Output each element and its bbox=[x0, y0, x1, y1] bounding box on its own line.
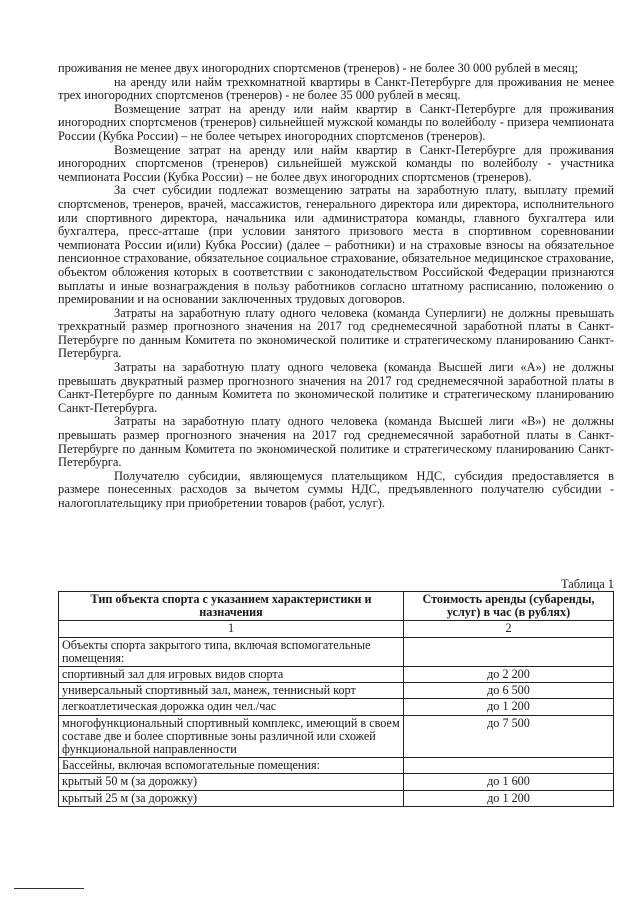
table-row bbox=[59, 758, 614, 774]
table-row bbox=[59, 774, 614, 790]
paragraph-2: на аренду или найм трехкомнатной квартиры в Санкт-Петербурге для проживания не менее трех иногородних спортсменов (тренеров) - не более 35 000 рублей в месяц. bbox=[58, 74, 614, 103]
row-cost-value: до 2 200 bbox=[404, 667, 614, 683]
row-object-name: Бассейны, включая вспомогательные помещения: bbox=[59, 758, 404, 774]
paragraph-1: проживания не менее двух иногородних спортсменов (тренеров) - не более 30 000 рублей в месяц; bbox=[58, 61, 579, 75]
row-cost-value: до 1 600 bbox=[404, 774, 614, 790]
paragraph-6: Затраты на заработную плату одного человека (команда Суперлиги) не должны превышать трехкратный размер прогнозного значения на 2017 год среднемесячной заработной платы в Санкт-Петербурге по данным Комитета по экономической политике и стратегическому планированию Санкт-Петербурга. bbox=[58, 305, 614, 361]
row-cost-value: до 1 200 bbox=[404, 699, 614, 715]
row-cost-value: до 7 500 bbox=[404, 715, 614, 758]
row-object-name: крытый 25 м (за дорожку) bbox=[59, 790, 404, 806]
row-object-name: универсальный спортивный зал, манеж, теннисный корт bbox=[59, 683, 404, 699]
row-cost-value bbox=[404, 637, 614, 666]
table-caption: Таблица 1 bbox=[561, 577, 614, 591]
column-number-1: 1 bbox=[59, 621, 404, 637]
paragraph-8: Затраты на заработную плату одного человека (команда Высшей лиги «В») не должны превышать размер прогнозного значения на 2017 год среднемесячной заработной платы в Санкт-Петербурге по данным Комитета по экономической политике и стратегическому планированию Санкт-Петербурга. bbox=[58, 414, 614, 470]
row-object-name: многофункциональный спортивный комплекс, имеющий в своем составе две и более спортивные зоны различной или схожей функциональной направленности bbox=[59, 715, 404, 758]
document-body bbox=[58, 62, 614, 511]
table-row bbox=[59, 683, 614, 699]
table-header-row bbox=[59, 592, 614, 621]
row-cost-value: до 1 200 bbox=[404, 790, 614, 806]
table-row bbox=[59, 637, 614, 666]
row-object-name: легкоатлетическая дорожка один чел./час bbox=[59, 699, 404, 715]
paragraph-7: Затраты на заработную плату одного человека (команда Высшей лиги «А») не должны превышать двукратный размер прогнозного значения на 2017 год среднемесячной заработной платы в Санкт-Петербурге по данным Комитета по экономической политике и стратегическому планированию Санкт-Петербурга. bbox=[58, 360, 614, 415]
paragraph-3: Возмещение затрат на аренду или найм квартир в Санкт-Петербурге для проживания иногородних спортсменов (тренеров) сильнейшей мужской команды по волейболу - призера чемпионата России (Кубка России) – не более четырех иногородних спортсменов (тренеров). bbox=[58, 101, 614, 143]
table-row bbox=[59, 667, 614, 683]
table-number-row bbox=[59, 621, 614, 637]
header-object-type: Тип объекта спорта с указанием характеристики и назначения bbox=[59, 592, 404, 621]
paragraph-4: Возмещение затрат на аренду или найм квартир в Санкт-Петербурге для проживания иногородних спортсменов (тренеров) сильнейшей мужской команды по волейболу - участника чемпионата России (Кубка России) – не более двух иногородних спортсменов (тренеров). bbox=[58, 142, 614, 184]
column-number-2: 2 bbox=[404, 621, 614, 637]
table-row bbox=[59, 699, 614, 715]
table-row bbox=[59, 715, 614, 758]
paragraph-9: Получателю субсидии, являющемуся плательщиком НДС, субсидия предоставляется в размере понесенных расходов за вычетом суммы НДС, предъявленного получателю субсидии - налогоплательщику при приобретении товаров (работ, услуг). bbox=[58, 468, 614, 510]
row-object-name: крытый 50 м (за дорожку) bbox=[59, 774, 404, 790]
paragraph-5: За счет субсидии подлежат возмещению затраты на заработную плату, выплату премий спортсменов, тренеров, врачей, массажистов, генерального директора или директора, исполнительного или спортивного директора, начальника или администратора команды, главного бухгалтера или бухгалтера, пресс-атташе (при условии занятого призового места в спортивном соревновании чемпионата России и(или) Кубка России) (далее – работники) и на страховые взносы на обязательное пенсионное страхование, обязательное социальное страхование, обязательное медицинское страхование, объектом обложения которых в соответствии с законодательством Российской Федерации признаются выплаты и иные вознаграждения в пользу работников согласно штатному расписанию, положению о премировании и на основании заключенных трудовых договоров. bbox=[58, 183, 614, 307]
row-object-name: Объекты спорта закрытого типа, включая вспомогательные помещения: bbox=[59, 637, 404, 666]
row-cost-value bbox=[404, 758, 614, 774]
row-object-name: спортивный зал для игровых видов спорта bbox=[59, 667, 404, 683]
rent-cost-table bbox=[58, 591, 614, 807]
footnote-divider bbox=[14, 888, 84, 889]
row-cost-value: до 6 500 bbox=[404, 683, 614, 699]
table-row bbox=[59, 790, 614, 806]
header-rent-cost: Стоимость аренды (субаренды, услуг) в час (в рублях) bbox=[404, 592, 614, 621]
